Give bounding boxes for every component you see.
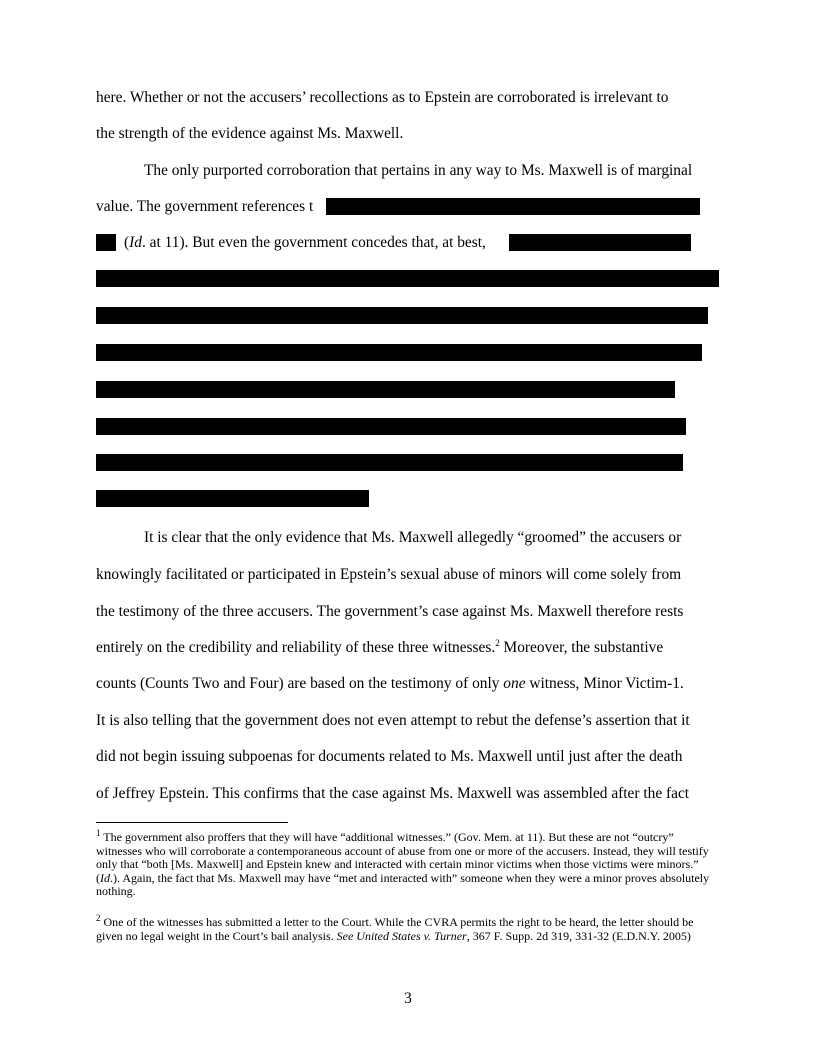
redaction-bar	[96, 307, 708, 324]
redaction-bar	[96, 234, 116, 251]
redaction-bar	[326, 198, 700, 215]
body-line-7: knowingly facilitated or participated in Epstein’s sexual abuse of minors will come solely from	[96, 566, 682, 583]
page-number: 3	[404, 990, 412, 1007]
redaction-bar	[96, 344, 702, 361]
body-line-8: the testimony of the three accusers. The government’s case against Ms. Maxwell therefore rests	[96, 603, 684, 620]
body-line-11: It is also telling that the government does not even attempt to rebut the defense’s assertion that it	[96, 712, 690, 729]
body-line-13: of Jeffrey Epstein. This confirms that the case against Ms. Maxwell was assembled after the fact	[96, 785, 690, 802]
footnote-2: $^2$ One of the witnesses has submitted a letter to the Court. While the CVRA permits the right to be heard, the letter should be given no legal weight in the Court’s bail analysis. See United States v. Turner, 367 F. Supp. 2d 319, 331-32 (E.D.N.Y. 2005)	[96, 913, 694, 943]
body-line-6: It is clear that the only evidence that Ms. Maxwell allegedly “groomed” the accusers or	[144, 529, 682, 546]
body-line-2: the strength of the evidence against Ms. Maxwell.	[96, 125, 404, 142]
body-line-10: counts (Counts Two and Four) are based on the testimony of only one witness, Minor Victim-1.	[96, 675, 684, 692]
redaction-bar	[96, 270, 719, 287]
redaction-bar	[96, 418, 686, 435]
footnote-ref-2[interactable]: 2	[495, 637, 500, 648]
body-line-3: The only purported corroboration that pertains in any way to Ms. Maxwell is of marginal	[144, 162, 693, 179]
redaction-bar	[96, 381, 675, 398]
redaction-bar	[509, 234, 691, 251]
redaction-bar	[96, 454, 683, 471]
body-line-5: (Id. at 11). But even the government concedes that, at best,	[124, 234, 486, 251]
body-line-9: entirely on the credibility and reliability of these three witnesses.$^2$ Moreover, the substantive	[96, 637, 664, 656]
body-line-4: value. The government references t	[96, 198, 314, 215]
body-line-12: did not begin issuing subpoenas for documents related to Ms. Maxwell until just after the death	[96, 748, 683, 765]
footnote-separator	[96, 822, 288, 823]
footnote-1: $^1$ The government also proffers that they will have “additional witnesses.” (Gov. Mem. at 11). But these are not “outcry” witnesses who will corroborate a contemporaneous account of abuse from one or more of the accusers. Instead, they will testify only that “both [Ms. Maxwell] and Epstein knew and interacted with certain minor victims when those victims were minors.” (Id.). Again, the fact that Ms. Maxwell may have “met and interacted with” someone when they were a minor proves absolutely nothing.	[96, 828, 710, 898]
redaction-bar	[96, 490, 369, 507]
body-line-1: here. Whether or not the accusers’ recollections as to Epstein are corroborated is irrelevant to	[96, 89, 669, 106]
